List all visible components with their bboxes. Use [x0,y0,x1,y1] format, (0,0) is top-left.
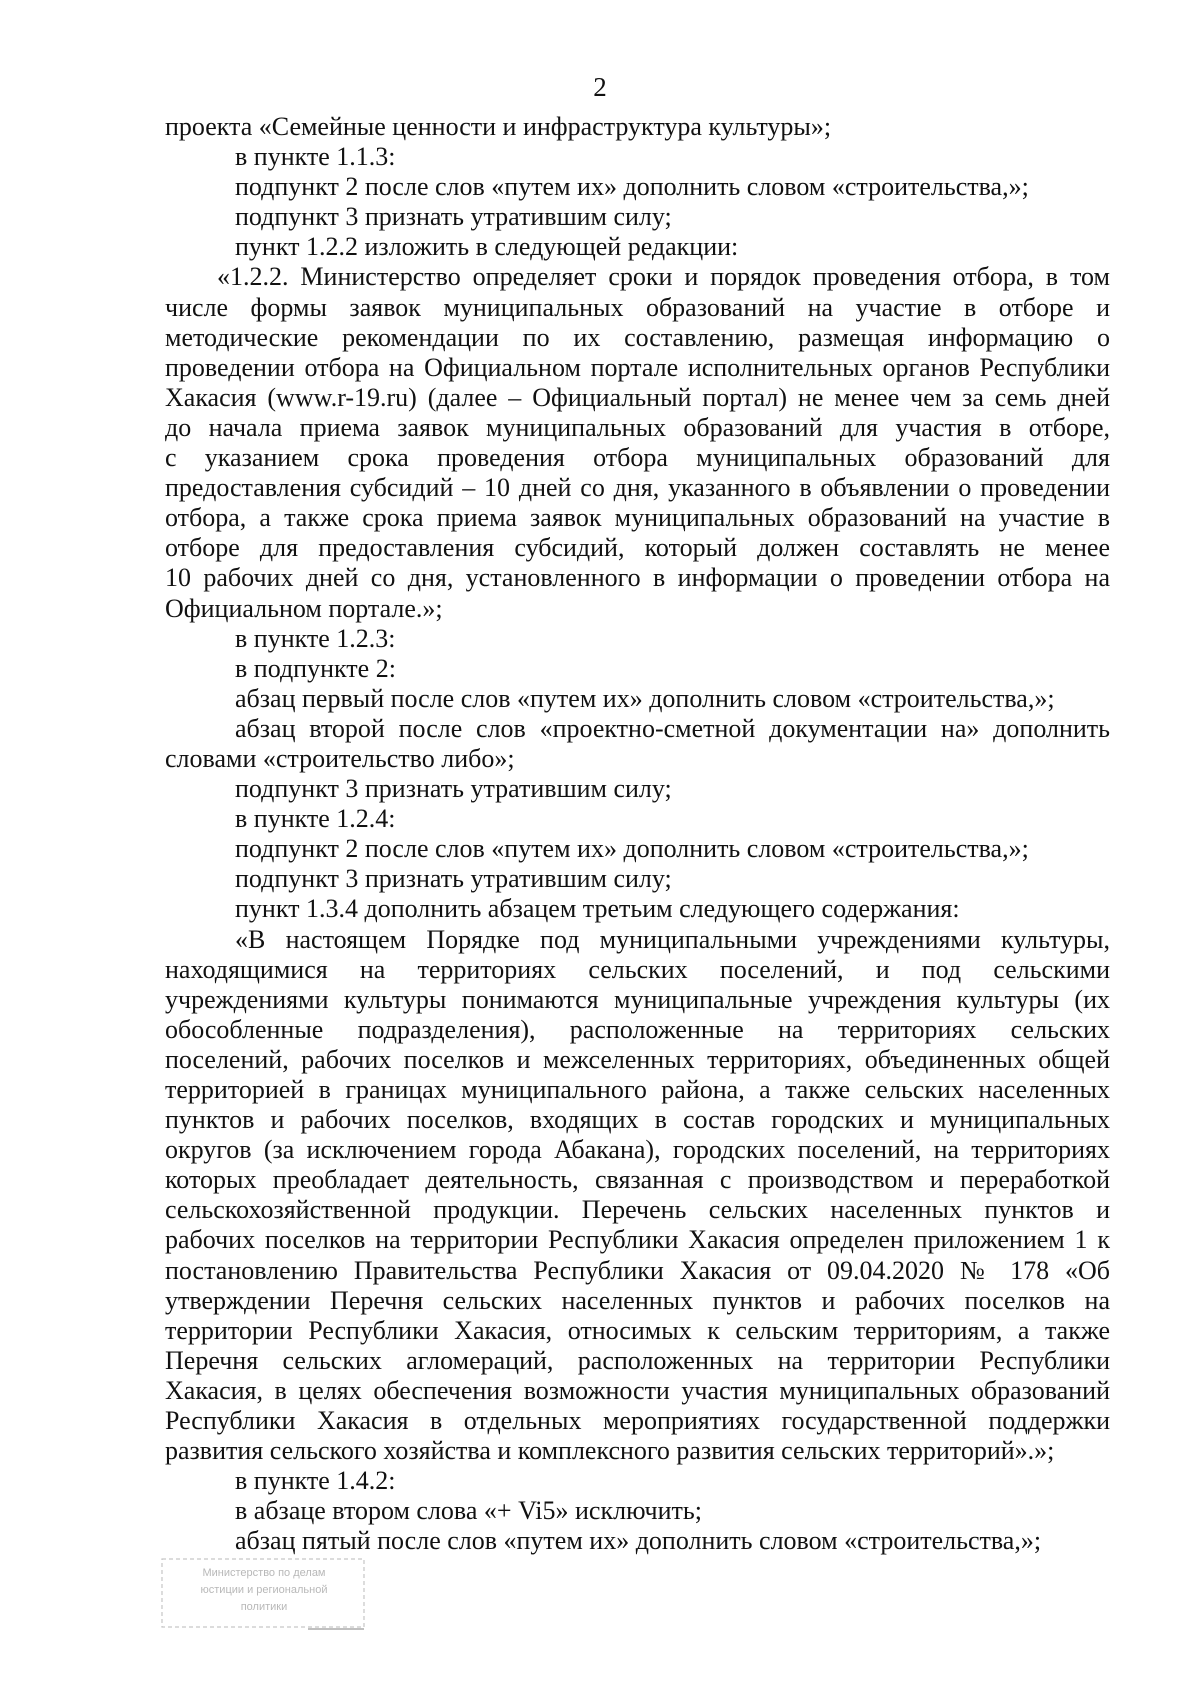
text-line: подпункт 3 признать утратившим силу; [235,202,672,232]
text-line: сельскохозяйственной продукции. Перечень сельских населенных пунктов и [165,1195,1110,1225]
text-line: обособленные подразделения), расположенные на территориях сельских [165,1014,1110,1044]
text-line: пункт 1.2.2 изложить в следующей редакции: [235,232,739,262]
text-line: Официальном портале.»; [165,593,443,623]
text-line: которых преобладает деятельность, связанная с производством и переработкой [165,1165,1110,1195]
text-line: в абзаце втором слова «+ Vi5» исключить; [235,1496,702,1526]
text-line: Хакасия, в целях обеспечения возможности участия муниципальных образований [165,1375,1110,1405]
text-line: с указанием срока проведения отбора муниципальных образований для [165,443,1110,473]
text-line: Республики Хакасия в отдельных мероприятиях государственной поддержки [165,1406,1110,1436]
text-line: числе формы заявок муниципальных образований на участие в отборе и [165,292,1110,322]
text-line: поселений, рабочих поселков и межселенных территориях, объединенных общей [165,1044,1110,1074]
text-line: 10 рабочих дней со дня, установленного в информации о проведении отбора на [165,563,1110,593]
text-line: словами «строительство либо»; [165,743,515,773]
text-line: «В настоящем Порядке под муниципальными учреждениями культуры, [235,924,1110,954]
text-line: подпункт 3 признать утратившим силу; [235,864,672,894]
text-line: учреждениями культуры понимаются муниципальные учреждения культуры (их [165,984,1110,1014]
text-line: находящимися на территориях сельских поселений, и под сельскими [165,954,1110,984]
page-number: 2 [593,72,607,102]
document-body [165,112,1110,1557]
text-line: утверждении Перечня сельских населенных пунктов и рабочих поселков на [165,1285,1110,1315]
text-line: развития сельского хозяйства и комплексного развития сельских территорий».»; [165,1436,1055,1466]
text-line: территорией в границах муниципального района, а также сельских населенных [165,1075,1110,1104]
text-line: абзац первый после слов «путем их» дополнить словом «строительства,»; [235,683,1055,713]
text-line: в подпункте 2: [235,653,396,683]
text-line: методические рекомендации по их составлению, размещая информацию о [165,322,1110,352]
text-line: отбора, а также срока приема заявок муниципальных образований на участие в [165,503,1110,533]
text-line: в пункте 1.4.2: [235,1466,396,1496]
text-line: подпункт 3 признать утратившим силу; [235,774,672,804]
registration-stamp [158,1555,370,1633]
text-line: пункт 1.3.4 дополнить абзацем третьим следующего содержания: [235,894,960,924]
text-line: до начала приема заявок муниципальных образований для участия в отборе, [165,412,1110,442]
text-line: «1.2.2. Министерство определяет сроки и порядок проведения отбора, в том [217,262,1110,292]
text-line: в пункте 1.2.3: [235,623,396,653]
text-line: территории Республики Хакасия, относимых к сельским территориям, а также [165,1315,1110,1345]
text-line: абзац второй после слов «проектно-сметной документации на» дополнить [235,713,1110,743]
text-line: проведении отбора на Официальном портале исполнительных органов Республики [165,352,1110,382]
stamp-line: политики [240,1601,288,1613]
text-line: абзац пятый после слов «путем их» дополнить словом «строительства,»; [235,1526,1042,1556]
text-line: предоставления субсидий – 10 дней со дня, указанного в объявлении о проведении [165,473,1110,503]
text-line: подпункт 2 после слов «путем их» дополнить словом «строительства,»; [235,834,1029,864]
text-line: в пункте 1.1.3: [235,142,396,172]
stamp-line: Министерство по делам [202,1567,326,1579]
text-line: постановлению Правительства Республики Хакасия от 09.04.2020 № 178 «Об [165,1255,1110,1285]
text-line: Перечня сельских агломераций, расположенных на территории Республики [165,1345,1110,1375]
text-line: проекта «Семейные ценности и инфраструктура культуры»; [165,112,832,141]
text-line: рабочих поселков на территории Республики Хакасия определен приложением 1 к [165,1225,1110,1255]
text-line: в пункте 1.2.4: [235,804,396,834]
text-line: отборе для предоставления субсидий, который должен составлять не менее [165,533,1110,563]
text-line: округов (за исключением города Абакана), городских поселений, на территориях [165,1135,1110,1165]
text-line: Хакасия (www.r-19.ru) (далее – Официальный портал) не менее чем за семь дней [165,382,1110,412]
text-line: пунктов и рабочих поселков, входящих в состав городских и муниципальных [165,1105,1110,1135]
stamp-line: юстиции и региональной [200,1584,328,1596]
text-line: подпункт 2 после слов «путем их» дополнить словом «строительства,»; [235,172,1029,202]
